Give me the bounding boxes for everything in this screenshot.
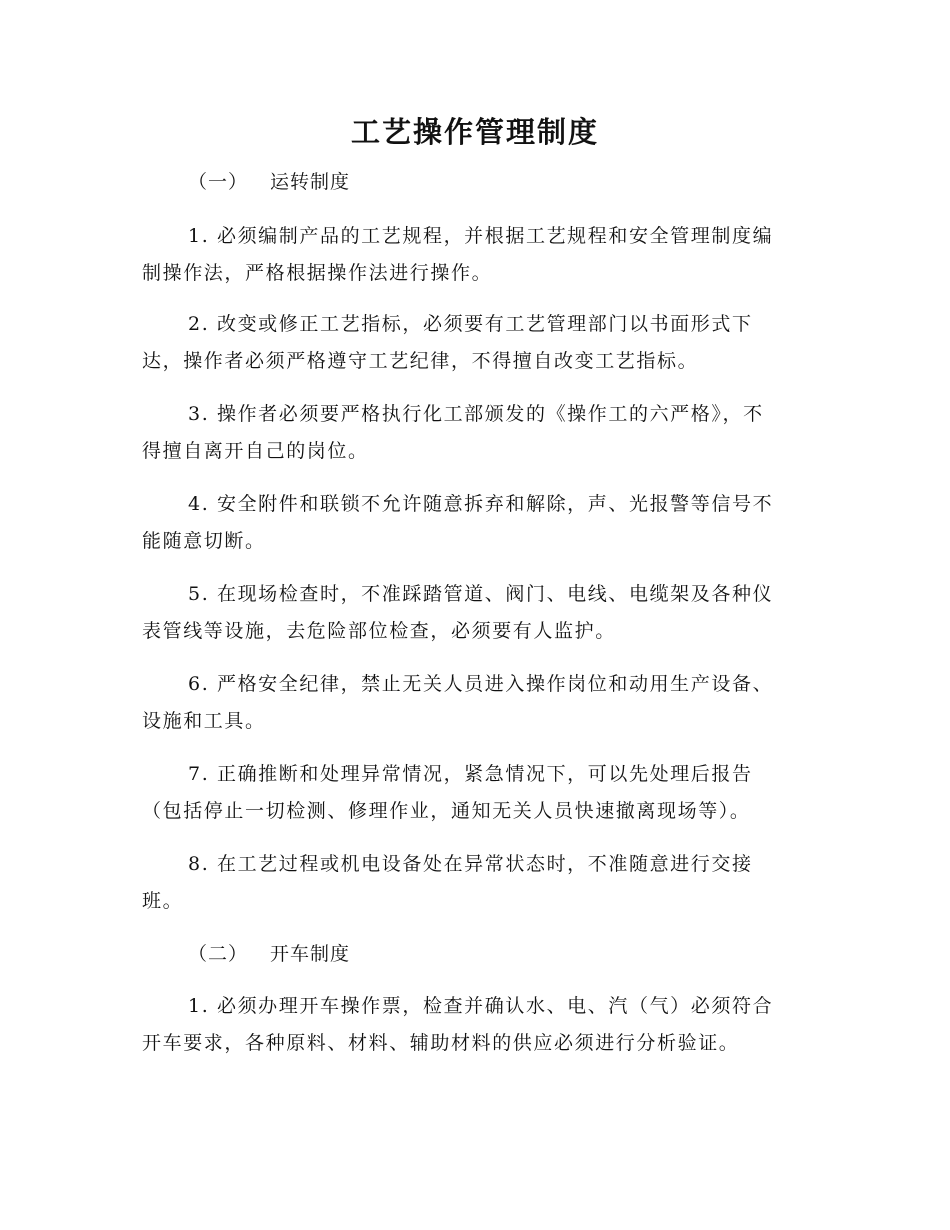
paragraph-line: 7. 正确推断和处理异常情况，紧急情况下，可以先处理后报告 [188, 763, 753, 785]
paragraph-item [142, 756, 810, 830]
paragraph-item [142, 988, 810, 1062]
section-number: （一） [188, 171, 249, 193]
paragraph-line: 设施和工具。 [142, 710, 266, 732]
paragraph-line: 表管线等设施，去危险部位检查，必须要有人监护。 [142, 620, 616, 642]
paragraph-line: 8. 在工艺过程或机电设备处在异常状态时，不准随意进行交接 [188, 853, 753, 875]
section-name: 运转制度 [270, 171, 351, 193]
paragraph-line: 制操作法，严格根据操作法进行操作。 [142, 262, 493, 284]
paragraph-line: （包括停止一切检测、修理作业，通知无关人员快速撤离现场等）。 [142, 800, 751, 822]
paragraph-line: 得擅自离开自己的岗位。 [142, 440, 369, 462]
paragraph-line: 2. 改变或修正工艺指标，必须要有工艺管理部门以书面形式下 [188, 313, 753, 335]
paragraph-item [142, 576, 810, 650]
section-number: （二） [188, 943, 249, 965]
paragraph-line: 5. 在现场检查时，不准踩踏管道、阀门、电线、电缆架及各种仪 [188, 583, 774, 605]
section-name: 开车制度 [270, 943, 351, 965]
paragraph-line: 3. 操作者必须要严格执行化工部颁发的《操作工的六严格》，不 [188, 403, 764, 425]
paragraph-item [142, 486, 810, 560]
paragraph-item [142, 846, 810, 920]
paragraph-item [142, 218, 810, 292]
paragraph-line: 1. 必须办理开车操作票，检查并确认水、电、汽（气）必须符合 [188, 995, 774, 1017]
section-heading-startup [188, 940, 350, 968]
paragraph-line: 6. 严格安全纪律，禁止无关人员进入操作岗位和动用生产设备、 [188, 673, 774, 695]
paragraph-line: 开车要求，各种原料、材料、辅助材料的供应必须进行分析验证。 [142, 1032, 740, 1054]
paragraph-line: 达，操作者必须严格遵守工艺纪律，不得擅自改变工艺指标。 [142, 350, 699, 372]
paragraph-item [142, 396, 810, 470]
paragraph-item [142, 306, 810, 380]
paragraph-line: 4. 安全附件和联锁不允许随意拆弃和解除，声、光报警等信号不 [188, 493, 774, 515]
paragraph-line: 1. 必须编制产品的工艺规程，并根据工艺规程和安全管理制度编 [188, 225, 774, 247]
paragraph-line: 能随意切断。 [142, 530, 266, 552]
paragraph-line: 班。 [142, 890, 184, 912]
document-title: 工艺操作管理制度 [350, 115, 599, 149]
paragraph-item [142, 666, 810, 740]
section-heading-operation [188, 168, 350, 196]
